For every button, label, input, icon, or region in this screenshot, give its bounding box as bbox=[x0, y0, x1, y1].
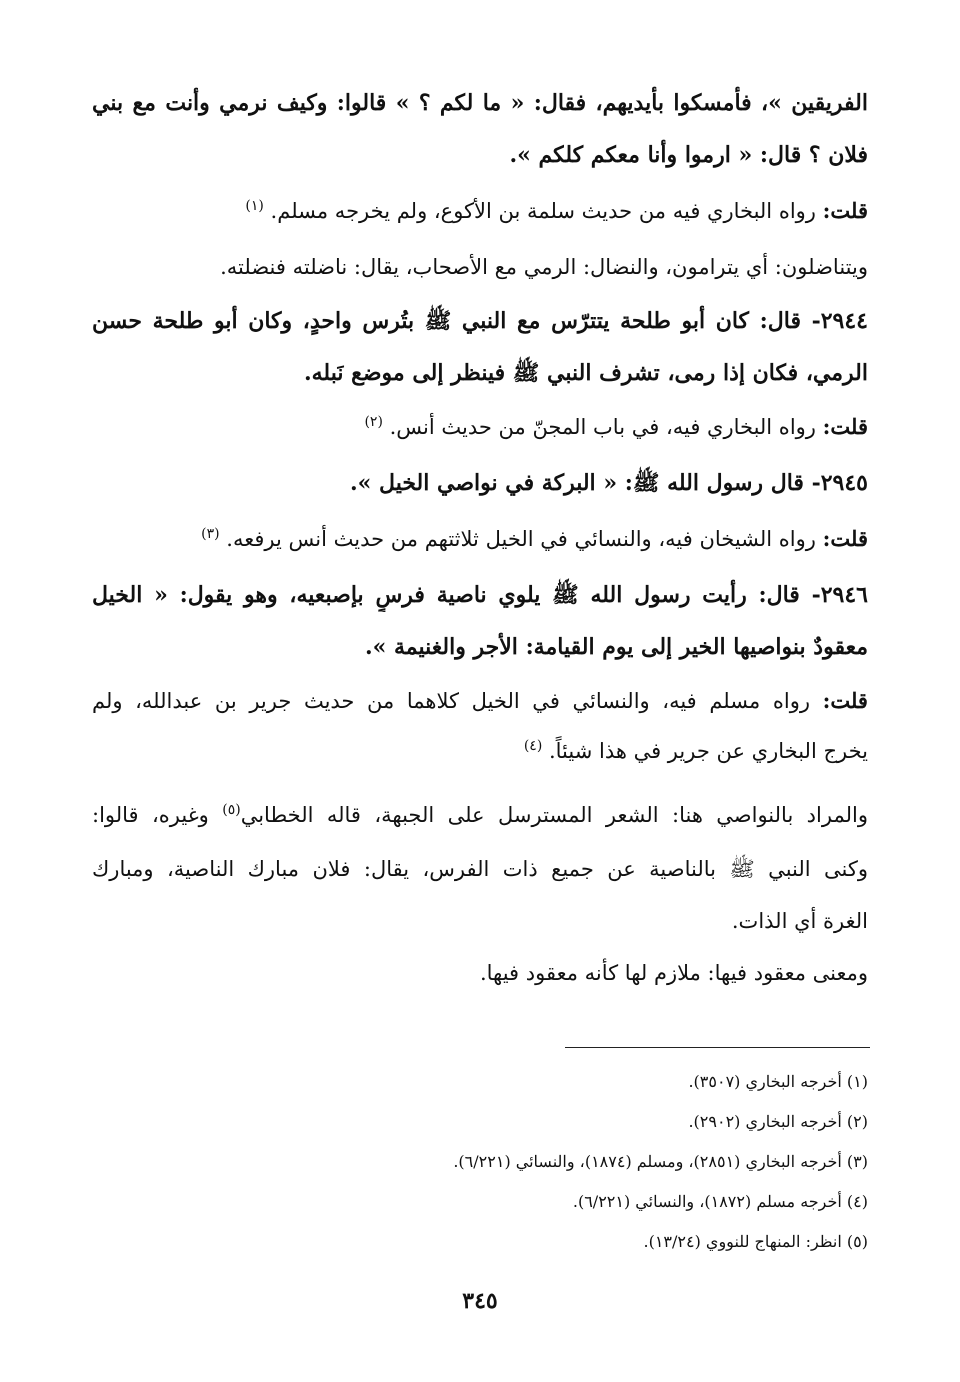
commentary-line bbox=[92, 194, 868, 228]
explanation-line: ومعنى معقود فيها: ملازم لها كأنه معقود فيها. bbox=[479, 961, 868, 985]
hadith-number: ٢٩٤٤- bbox=[811, 308, 868, 334]
hadith-number: ٢٩٤٥- bbox=[811, 470, 868, 496]
commentary-line bbox=[92, 410, 868, 444]
hadith-text-line: معقودٌ بنواصيها الخير إلى يوم القيامة: الأجر والغنيمة ». bbox=[364, 634, 868, 660]
footnote: (٢) أخرجه البخاري (٢٩٠٢). bbox=[688, 1112, 868, 1131]
explanation-line: ويتناضلون: أي يترامون، والنضال: الرمي مع الأصحاب، يقال: ناضلته فنضلته. bbox=[220, 255, 868, 279]
hadith-text-line bbox=[92, 466, 868, 500]
footnote-ref: (٥) bbox=[222, 802, 241, 818]
hadith-text: قال رسول الله ﷺ: « البركة في نواصي الخيل ». bbox=[349, 470, 804, 496]
page-number: ٣٤٥ bbox=[462, 1288, 498, 1314]
commentary-text: رواه الشيخان فيه، والنسائي في الخيل ثلاثتهم من حديث أنس يرفعه. bbox=[226, 527, 816, 551]
footnote-ref: (٤) bbox=[523, 738, 543, 754]
hadith-text-line bbox=[92, 304, 868, 338]
commentary-text: رواه البخاري فيه، في باب المجنّ من حديث أنس. bbox=[389, 415, 816, 439]
hadith-number: ٢٩٤٦- bbox=[811, 582, 868, 608]
explanation-line: وكنى النبي ﷺ بالناصية عن جميع ذات الفرس، يقال: فلان مبارك الناصية، ومبارك bbox=[92, 857, 868, 881]
qultu-label: قلت: bbox=[822, 414, 868, 439]
commentary-text: رواه مسلم فيه، والنسائي في الخيل كلاهما من حديث جرير بن عبدالله، ولم bbox=[92, 689, 810, 713]
qultu-label: قلت: bbox=[822, 526, 868, 551]
footnote: (٥) انظر: المنهاج للنووي (١٣/٢٤). bbox=[643, 1232, 868, 1251]
footnote: (٣) أخرجه البخاري (٢٨٥١)، ومسلم (١٨٧٤)، والنسائي (٦/٢٢١). bbox=[453, 1152, 868, 1171]
explanation-line bbox=[92, 798, 868, 832]
footnote: (١) أخرجه البخاري (٣٥٠٧). bbox=[688, 1072, 868, 1091]
hadith-text: قال: رأيت رسول الله ﷺ يلوي ناصية فرسٍ بإصبعيه، وهو يقول: « الخيل bbox=[92, 582, 800, 608]
commentary-text: رواه البخاري فيه من حديث سلمة بن الأكوع، ولم يخرجه مسلم. bbox=[270, 199, 816, 223]
footnote: (٤) أخرجه مسلم (١٨٧٢)، والنسائي (٦/٢٢١). bbox=[572, 1192, 868, 1211]
hadith-text-line: الرمي، فكان إذا رمى، تشرف النبي ﷺ فينظر إلى موضع نَبله. bbox=[303, 360, 868, 386]
explanation-line: الغرة أي الذات. bbox=[731, 909, 868, 933]
explanation-text: وغيره، قالوا: bbox=[92, 803, 209, 827]
hadith-text-line bbox=[92, 578, 868, 612]
footnote-ref: (٢) bbox=[364, 414, 383, 430]
commentary-line bbox=[92, 734, 868, 768]
hadith-text: قال: كان أبو طلحة يتترّس مع النبي ﷺ بتُرس واحدٍ، وكان أبو طلحة حسن bbox=[92, 308, 801, 334]
footnote-divider bbox=[565, 1047, 870, 1048]
commentary-line bbox=[92, 522, 868, 556]
commentary-text: يخرج البخاري عن جرير في هذا شيئاً. bbox=[548, 739, 868, 763]
hadith-text-line: فلان ؟ قال: « ارموا وأنا معكم كلكم ». bbox=[509, 142, 868, 168]
footnote-ref: (١) bbox=[245, 198, 264, 214]
hadith-text-line: الفريقين »، فأمسكوا بأيديهم، فقال: « ما لكم ؟ » قالوا: وكيف نرمي وأنت مع بني bbox=[92, 90, 868, 116]
footnote-ref: (٣) bbox=[201, 526, 220, 542]
qultu-label: قلت: bbox=[822, 198, 868, 223]
explanation-text: والمراد بالنواصي هنا: الشعر المسترسل على الجبهة، قاله الخطابي bbox=[240, 803, 868, 827]
qultu-label: قلت: bbox=[822, 688, 868, 713]
commentary-line bbox=[92, 684, 868, 718]
